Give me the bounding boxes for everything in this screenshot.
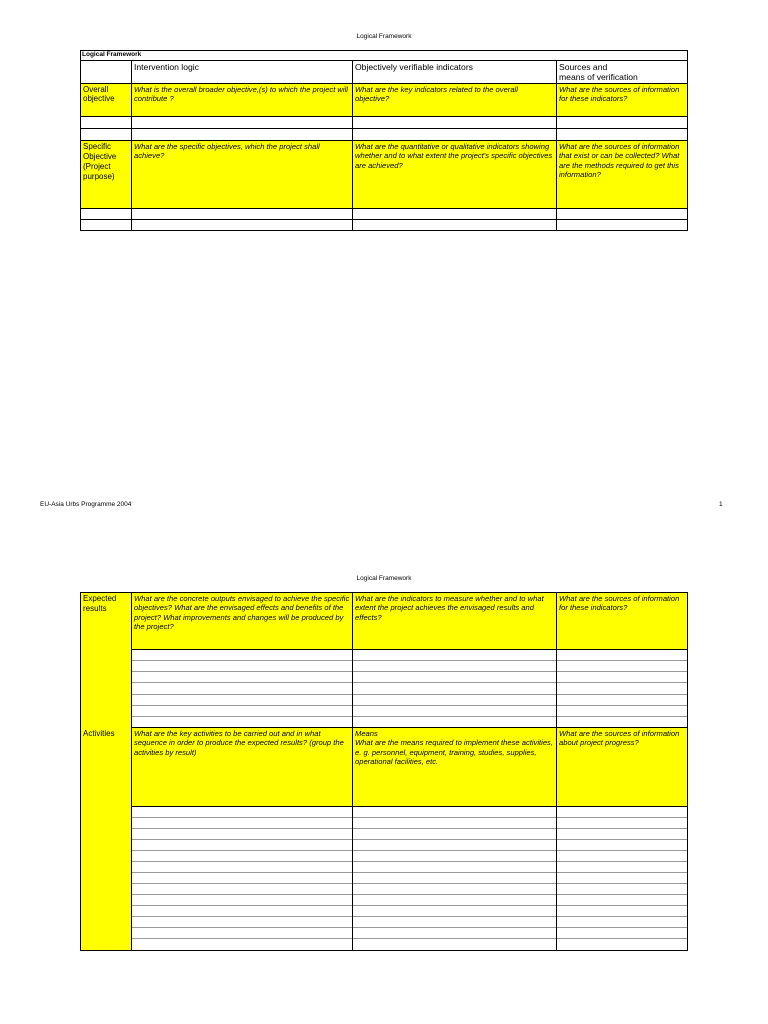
rule [131,716,688,717]
rule [80,592,81,951]
means-text: What are the means required to implement these activities, e. g. personnel, equipment, training, studies, supplies, operational facilities, etc. [355,738,553,767]
rule [687,50,688,231]
row-label-activities: Activities [83,729,115,738]
rule [80,50,688,51]
rule [131,894,688,895]
page-footer-left: EU-Asia Urbs Programme 2004 [40,501,132,508]
activities-logic[interactable]: What are the key activities to be carried out and in what sequence in order to produce the expected results? (group the activities by result) [132,728,352,806]
rule [556,60,557,231]
rule [687,592,688,951]
activities-means[interactable] [353,728,556,806]
specific-objective-indicators[interactable]: What are the quantitative or qualitative indicators showing whether and to what extent the project's specific objectives are achieved? [353,141,556,208]
rule [80,592,688,593]
expected-results-logic[interactable]: What are the concrete outputs envisaged to achieve the specific objectives? What are the envisaged effects and benefits of the project? What improvements and changes will be produced by the project? [132,593,352,649]
rule [131,839,688,840]
rule [80,116,688,117]
rule [131,817,688,818]
column-header-intervention-logic: Intervention logic [134,62,199,72]
rule [352,60,353,231]
rule [80,950,688,951]
row-label-expected-results: Expected results [81,593,131,950]
rule [556,592,557,951]
rule [131,727,688,728]
activities-sources[interactable]: What are the sources of information about project progress? [557,728,687,806]
rule [131,927,688,928]
rule [131,671,688,672]
page-header: Logical Framework [356,33,412,40]
rule [131,660,688,661]
means-title: Means [355,729,378,738]
rule [131,649,688,650]
row-label-overall-objective: Overall objective [81,84,131,116]
rule [131,850,688,851]
rule [131,828,688,829]
table-title: Logical Framework [82,51,142,58]
rule [80,128,688,129]
rule [131,905,688,906]
overall-objective-indicators[interactable]: What are the key indicators related to the overall objective? [353,84,556,116]
overall-objective-sources[interactable]: What are the sources of information for these indicators? [557,84,687,116]
rule [131,938,688,939]
rule [80,219,688,220]
rule [131,592,132,951]
rule [80,60,688,61]
rule [131,60,132,231]
rule [131,916,688,917]
rule [80,83,688,84]
rule [352,592,353,951]
rule [80,50,81,231]
expected-results-sources[interactable]: What are the sources of information for these indicators? [557,593,687,649]
rule [131,705,688,706]
column-header-sources: Sources and means of verification [559,62,638,82]
row-label-specific-objective: Specific Objective (Project purpose) [81,141,131,208]
rule [80,208,688,209]
column-header-indicators: Objectively verifiable indicators [355,62,473,72]
rule [80,140,688,141]
specific-objective-logic[interactable]: What are the specific objectives, which the project shall achieve? [132,141,352,208]
rule [131,861,688,862]
rule [131,872,688,873]
page-header: Logical Framework [356,575,412,582]
rule [131,682,688,683]
rule [80,230,688,231]
page-number: 1 [719,501,723,508]
specific-objective-sources[interactable]: What are the sources of information that exist or can be collected? What are the methods required to get this information? [557,141,687,208]
rule [131,883,688,884]
overall-objective-logic[interactable]: What is the overall broader objective,(s) to which the project will contribute ? [132,84,352,116]
rule [131,806,688,807]
expected-results-indicators[interactable]: What are the indicators to measure whether and to what extent the project achieves the envisaged results and effects? [353,593,556,649]
rule [131,694,688,695]
